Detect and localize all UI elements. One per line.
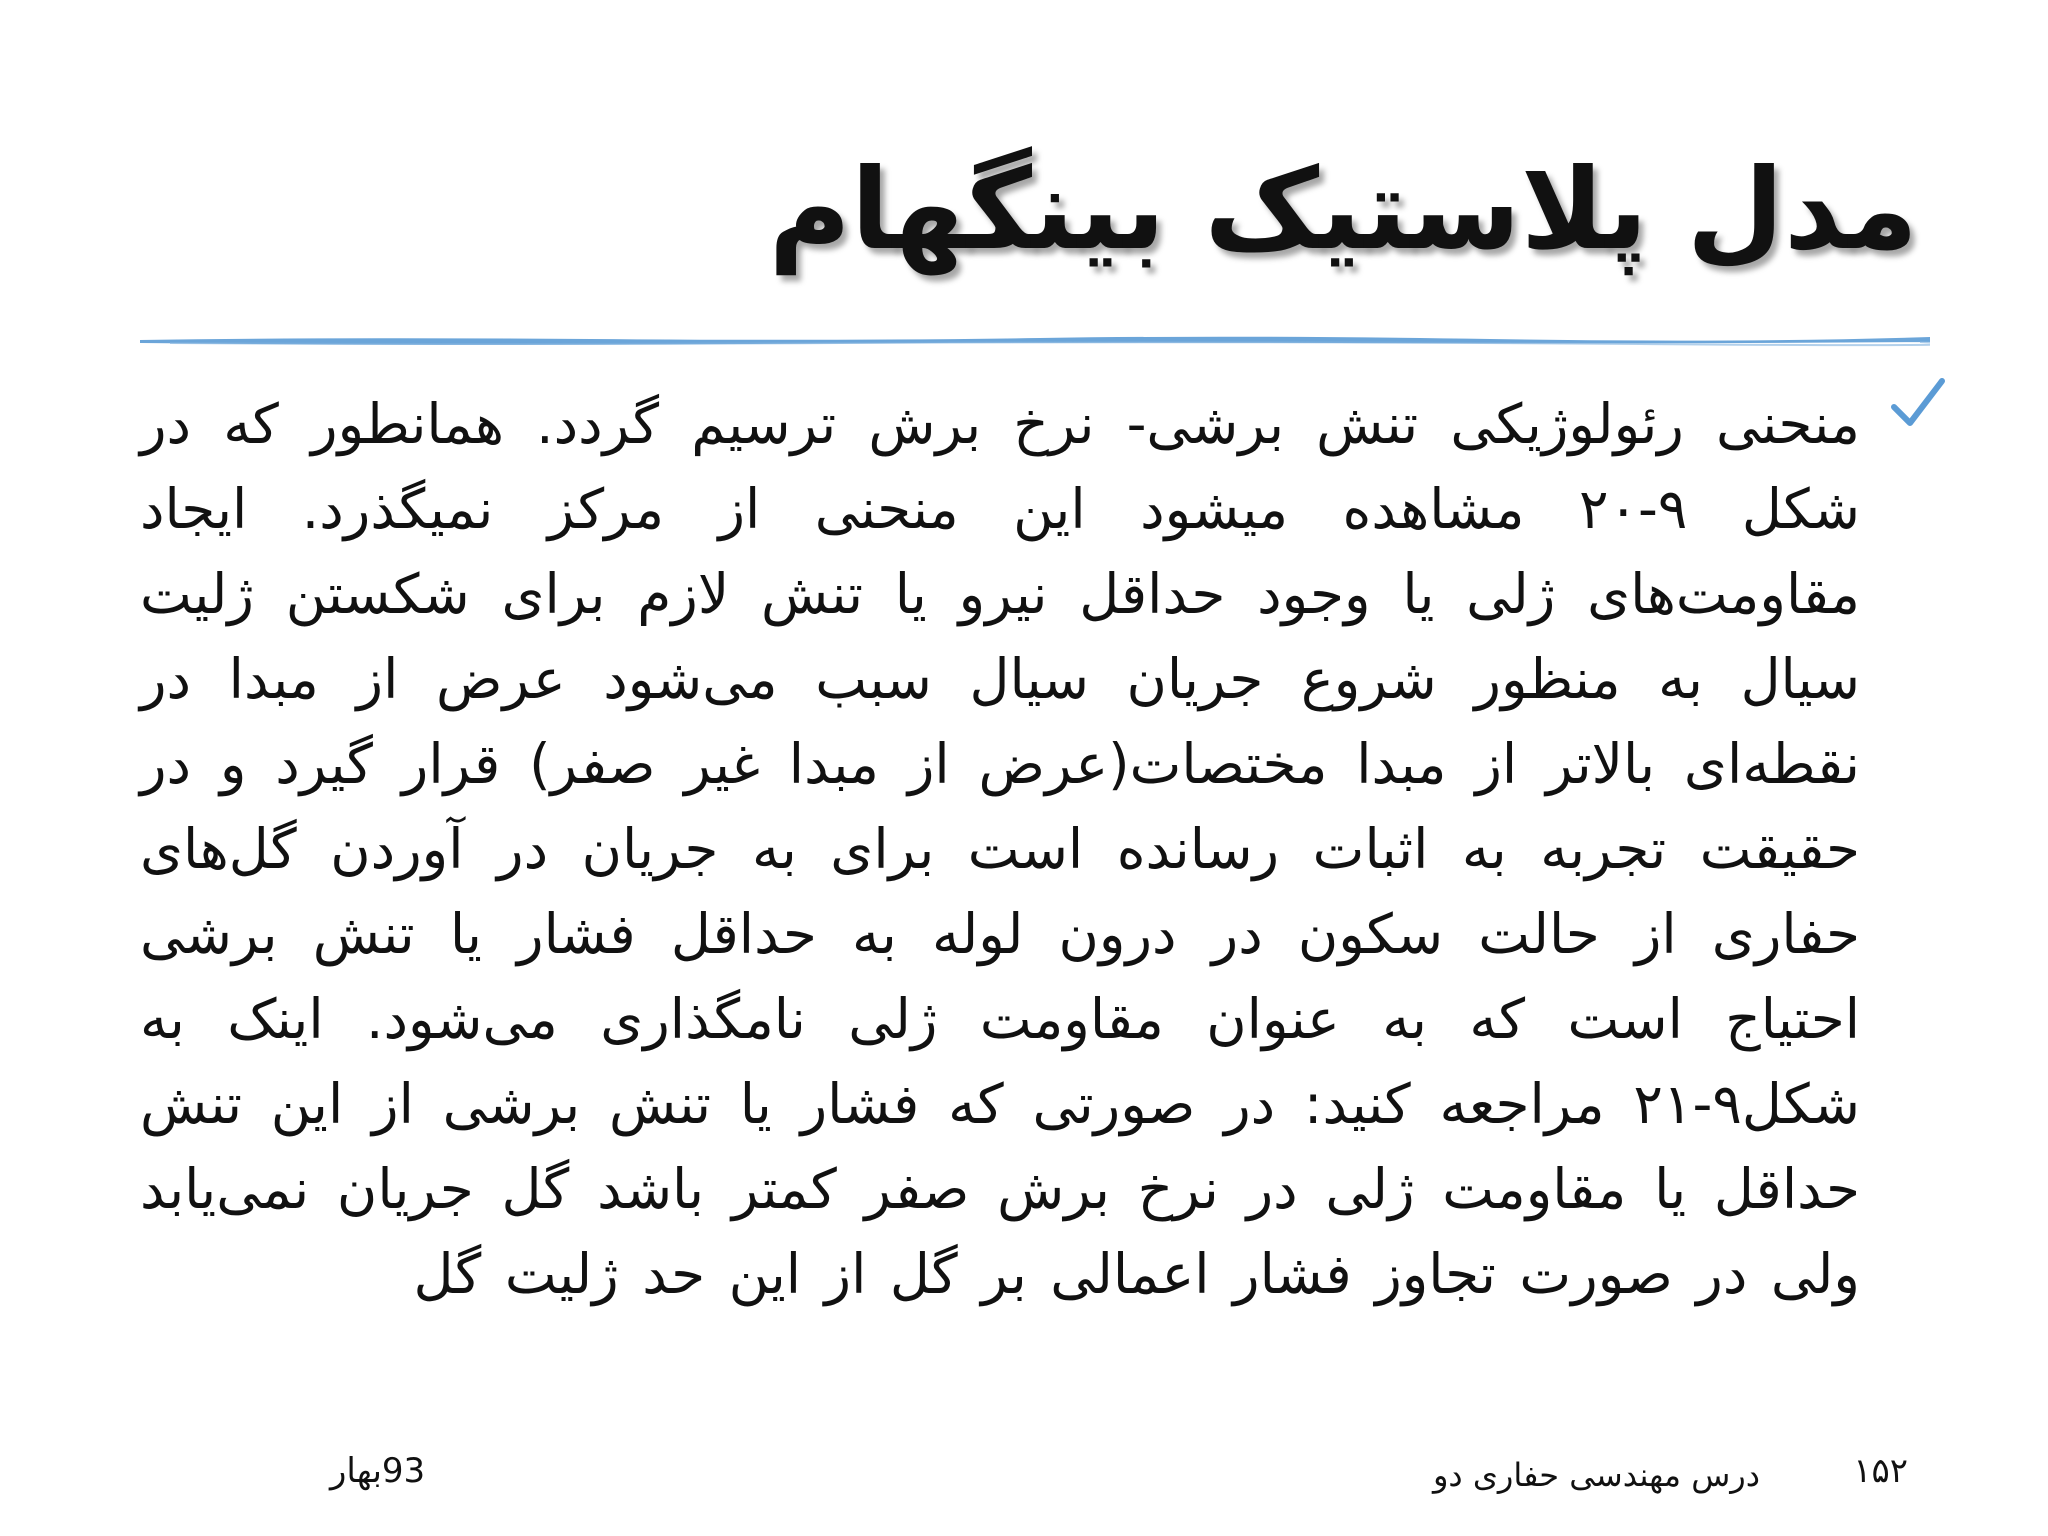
footer-semester: 93بهار [330,1451,426,1491]
body-paragraph: منحنی رئولوژیکی تنش برشی- نرخ برش ترسیم گردد. همانطور که در شکل ۹-۲۰ مشاهده میشود این منحنی از مرکز نمیگذرد. ایجاد مقاومت‌های ژلی یا وجود حداقل نیرو یا تنش لازم برای شکستن ژلیت سیال به منظور شروع جریان سیال سبب می‌شود عرض از مبدا در نقطه‌ای بالاتر از مبدا مختصات(عرض از مبدا غیر صفر) قرار گیرد و در حقیقت تجربه به اثبات رسانده است برای به جریان در آوردن گل‌های حفاری از حالت سکون در درون لوله به حداقل فشار یا تنش برشی احتیاج است که به عنوان مقاومت ژلی نامگذاری می‌شود. اینک به شکل۹-۲۱ مراجعه کنید: در صورتی که فشار یا تنش برشی از این تنش حداقل یا مقاومت ژلی در نرخ برش صفر کمتر باشد گل جریان نمی‌یابد ولی در صورت تجاوز فشار اعمالی بر گل از این حد ژلیت گل [140,392,1860,1306]
footer-page-number: ۱۵۲ [1853,1451,1908,1491]
slide-title: مدل پلاستیک بینگهام [768,145,1918,275]
footer-course-title: درس مهندسی حفاری دو [1432,1456,1760,1494]
checkmark-icon [1888,375,1948,435]
title-divider [140,328,1930,358]
